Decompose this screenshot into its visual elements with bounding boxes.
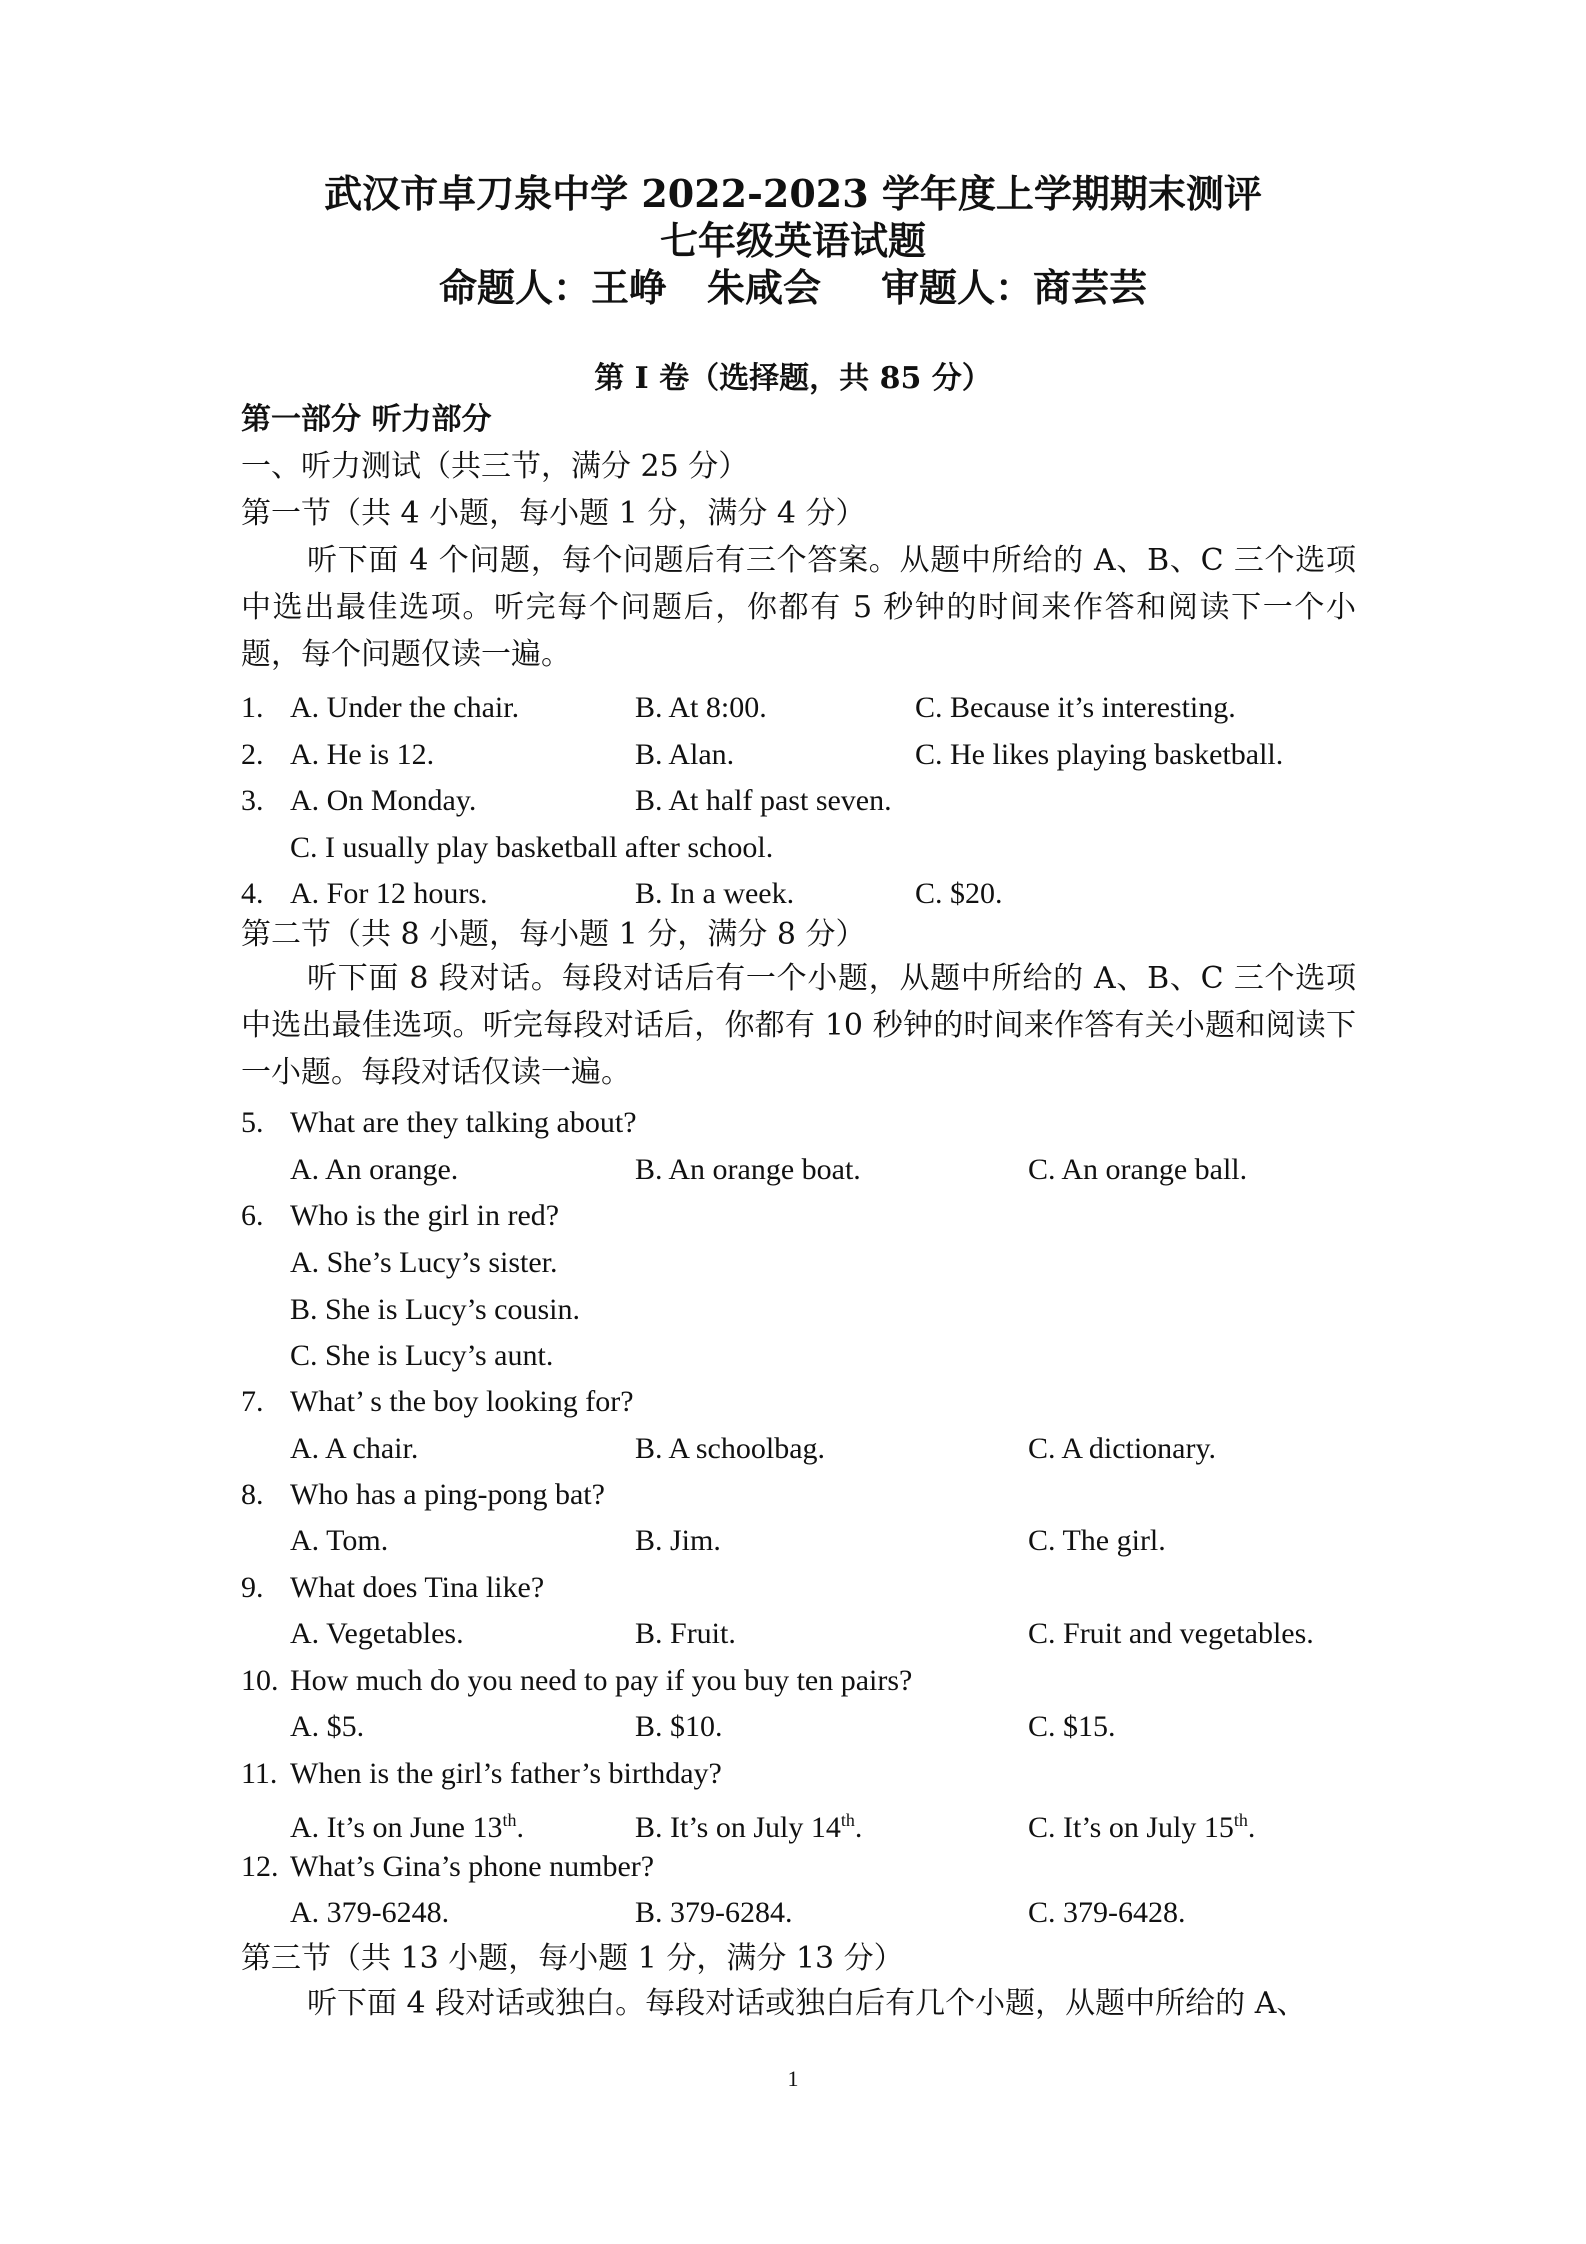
q10-stem: How much do you need to pay if you buy ten pairs? (290, 1664, 913, 1697)
q6-option-c: C. She is Lucy’s aunt. (290, 1339, 554, 1372)
q10-option-c: C. $15. (1028, 1710, 1116, 1743)
q5-option-c: C. An orange ball. (1028, 1153, 1248, 1186)
part1-heading: 第一部分 听力部分 (241, 402, 492, 437)
q10-option-b: B. $10. (635, 1710, 723, 1743)
q5-stem: What are they talking about? (290, 1106, 637, 1139)
q11-option-c: C. It’s on July 15th. (1028, 1810, 1256, 1844)
q3-option-a: A. On Monday. (290, 784, 477, 817)
author-label: 命题人：王峥 (438, 265, 667, 310)
q1-option-c: C. Because it’s interesting. (915, 691, 1236, 724)
page-number: 1 (787, 2066, 799, 2091)
q3-option-b: B. At half past seven. (635, 784, 892, 817)
q11-stem: When is the girl’s father’s birthday? (290, 1757, 722, 1790)
q7-option-a: A. A chair. (290, 1432, 419, 1465)
q11-number: 11. (241, 1757, 278, 1790)
section2-heading: 第二节（共 8 小题，每小题 1 分，满分 8 分） (241, 917, 866, 952)
q9-option-a: A. Vegetables. (290, 1617, 464, 1650)
q7-number: 7. (241, 1385, 264, 1418)
q3-option-c: C. I usually play basketball after school. (290, 831, 774, 864)
exam-title: 武汉市卓刀泉中学 2022-2023 学年度上学期期末测评 (324, 171, 1262, 216)
q1-number: 1. (241, 691, 264, 724)
q8-option-b: B. Jim. (635, 1524, 721, 1557)
reviewer: 审题人：商芸芸 (881, 265, 1148, 310)
q2-option-b: B. Alan. (635, 738, 735, 771)
q9-stem: What does Tina like? (290, 1571, 545, 1604)
exam-subtitle: 七年级英语试题 (659, 218, 926, 263)
q4-option-b: B. In a week. (635, 877, 795, 910)
q5-option-a: A. An orange. (290, 1153, 459, 1186)
section3-heading: 第三节（共 13 小题，每小题 1 分，满分 13 分） (241, 1941, 904, 1976)
section1-heading: 第一节（共 4 小题，每小题 1 分，满分 4 分） (241, 496, 866, 531)
q4-number: 4. (241, 877, 264, 910)
q6-number: 6. (241, 1199, 264, 1232)
q2-number: 2. (241, 738, 264, 771)
q6-option-b: B. She is Lucy’s cousin. (290, 1293, 580, 1326)
q2-option-c: C. He likes playing basketball. (915, 738, 1284, 771)
author-2: 朱咸会 (706, 265, 821, 310)
exam-authors (0, 257, 1586, 312)
q12-number: 12. (241, 1850, 279, 1883)
q8-number: 8. (241, 1478, 264, 1511)
q12-option-a: A. 379-6248. (290, 1896, 450, 1929)
q7-stem: What’ s the boy looking for? (290, 1385, 634, 1418)
q10-option-a: A. $5. (290, 1710, 365, 1743)
q11-option-b: B. It’s on July 14th. (635, 1810, 863, 1844)
q6-stem: Who is the girl in red? (290, 1199, 560, 1232)
q3-number: 3. (241, 784, 264, 817)
q6-option-a: A. She’s Lucy’s sister. (290, 1246, 558, 1279)
q9-option-c: C. Fruit and vegetables. (1028, 1617, 1314, 1650)
q1-option-a: A. Under the chair. (290, 691, 520, 724)
section1-instructions: 听下面 4 个问题，每个问题后有三个答案。从题中所给的 A、B、C 三个选项中选出最佳选项。听完每个问题后，你都有 5 秒钟的时间来作答和阅读下一个小题，每个问题仅读一遍。 (241, 543, 1356, 672)
q8-option-c: C. The girl. (1028, 1524, 1166, 1557)
q7-option-b: B. A schoolbag. (635, 1432, 826, 1465)
q7-option-c: C. A dictionary. (1028, 1432, 1217, 1465)
q9-option-b: B. Fruit. (635, 1617, 736, 1650)
q8-stem: Who has a ping-pong bat? (290, 1478, 605, 1511)
q8-option-a: A. Tom. (290, 1524, 389, 1557)
listening-test-heading: 一、听力测试（共三节，满分 25 分） (241, 449, 749, 484)
q12-option-b: B. 379-6284. (635, 1896, 793, 1929)
volume-heading: 第 I 卷（选择题，共 85 分） (594, 361, 992, 396)
q1-option-b: B. At 8:00. (635, 691, 767, 724)
q12-option-c: C. 379-6428. (1028, 1896, 1186, 1929)
q5-number: 5. (241, 1106, 264, 1139)
q4-option-a: A. For 12 hours. (290, 877, 488, 910)
section3-instructions: 听下面 4 段对话或独白。每段对话或独白后有几个小题，从题中所给的 A、 (307, 1986, 1307, 2021)
q12-stem: What’s Gina’s phone number? (290, 1850, 655, 1883)
section2-instructions: 听下面 8 段对话。每段对话后有一个小题，从题中所给的 A、B、C 三个选项中选出最佳选项。听完每段对话后，你都有 10 秒钟的时间来作答有关小题和阅读下一小题。每段对话仅读一遍。 (241, 961, 1356, 1090)
q2-option-a: A. He is 12. (290, 738, 435, 771)
q4-option-c: C. $20. (915, 877, 1003, 910)
q10-number: 10. (241, 1664, 279, 1697)
q5-option-b: B. An orange boat. (635, 1153, 861, 1186)
q9-number: 9. (241, 1571, 264, 1604)
q11-option-a: A. It’s on June 13th. (290, 1810, 525, 1844)
